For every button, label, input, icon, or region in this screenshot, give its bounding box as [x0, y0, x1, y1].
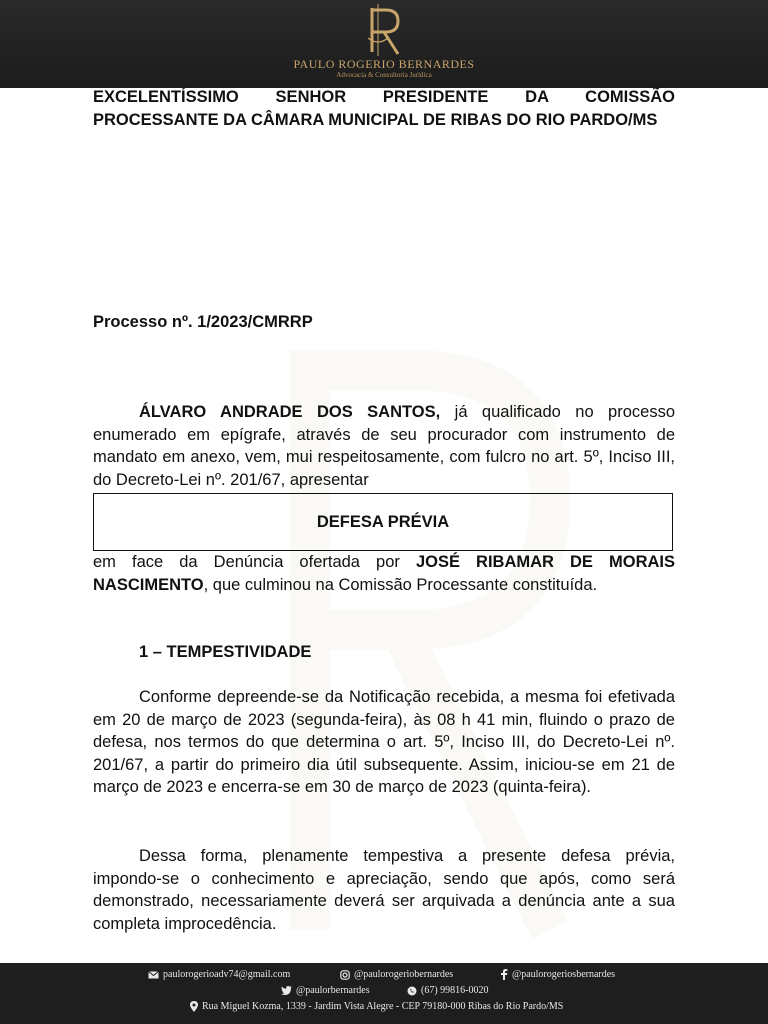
logo-firm-name: PAULO ROGERIO BERNARDES: [293, 57, 475, 71]
logo-subtitle: Advocacia & Consultoria Jurídica: [336, 71, 432, 79]
paragraph-intro-text: já qualificado no processo enumerado em epígrafe, através de seu procurador com instrumento de mandato em anexo, vem, mui respeitosamente, com fulcro no art. 5º, Inciso III, do Decreto-Lei nº. 201/67, apresentar: [93, 403, 676, 489]
instagram-icon: [340, 970, 350, 980]
footer-facebook: @paulorogeriosbernardes: [500, 969, 615, 980]
email-icon: [148, 971, 159, 979]
paragraph-timeliness: Conforme depreende-se da Notificação recebida, a mesma foi efetivada em 20 de março de 2023 (segunda-feira), às 08 h 41 min, fluindo o prazo de defesa, nos termos do que determina o art. 5º, Inciso III, do Decreto-Lei nº. 201/67, a partir do primeiro dia útil subsequente. Assim, iniciou-se em 21 de março de 2023 e encerra-se em 30 de março de 2023 (quinta-feira).: [93, 688, 675, 796]
paragraph-conclusion: Dessa forma, plenamente tempestiva a presente defesa prévia, impondo-se o conhecimento e apreciação, sendo que após, como será demonstrado, necessariamente deverá ser arquivada a denúncia ante a sua completa improcedência.: [93, 847, 675, 933]
location-pin-icon: [190, 1001, 198, 1012]
paragraph-complaint-pre: em face da Denúncia ofertada por: [93, 553, 416, 571]
defense-title-box: [93, 493, 673, 551]
pr-monogram-icon: [364, 2, 404, 58]
whatsapp-icon: [407, 986, 417, 996]
letterhead-header: [0, 0, 768, 88]
process-number: Processo nº. 1/2023/CMRRP: [93, 313, 313, 331]
facebook-icon: [500, 969, 508, 980]
letterhead-footer: [0, 963, 768, 1024]
footer-address: Rua Miguel Kozma, 1339 - Jardim Vista Alegre - CEP 79180-000 Ribas do Rio Pardo/MS: [190, 1001, 563, 1012]
footer-whatsapp: (67) 99816-0020: [407, 985, 489, 996]
section-heading: 1 – TEMPESTIVIDADE: [139, 643, 312, 661]
footer-instagram: @paulorogeriobernardes: [340, 969, 453, 980]
footer-email: paulorogerioadv74@gmail.com: [148, 969, 290, 980]
paragraph-complaint: [93, 551, 675, 596]
twitter-icon: [281, 986, 292, 995]
defendant-name: ÁLVARO ANDRADE DOS SANTOS,: [139, 403, 441, 421]
law-firm-logo: [0, 2, 768, 79]
complainant-name: JOSÉ RIBAMAR DE MORAIS NASCIMENTO: [93, 553, 675, 594]
paragraph-intro: [93, 401, 675, 491]
paragraph-complaint-post: , que culminou na Comissão Processante constituída.: [203, 575, 598, 594]
footer-twitter: @paulorbernardes: [281, 985, 370, 996]
defense-title: DEFESA PRÉVIA: [316, 512, 450, 531]
document-title: EXCELENTÍSSIMO SENHOR PRESIDENTE DA COMISSÃO PROCESSANTE DA CÂMARA MUNICIPAL DE RIBAS DO RIO PARDO/MS: [93, 88, 675, 129]
